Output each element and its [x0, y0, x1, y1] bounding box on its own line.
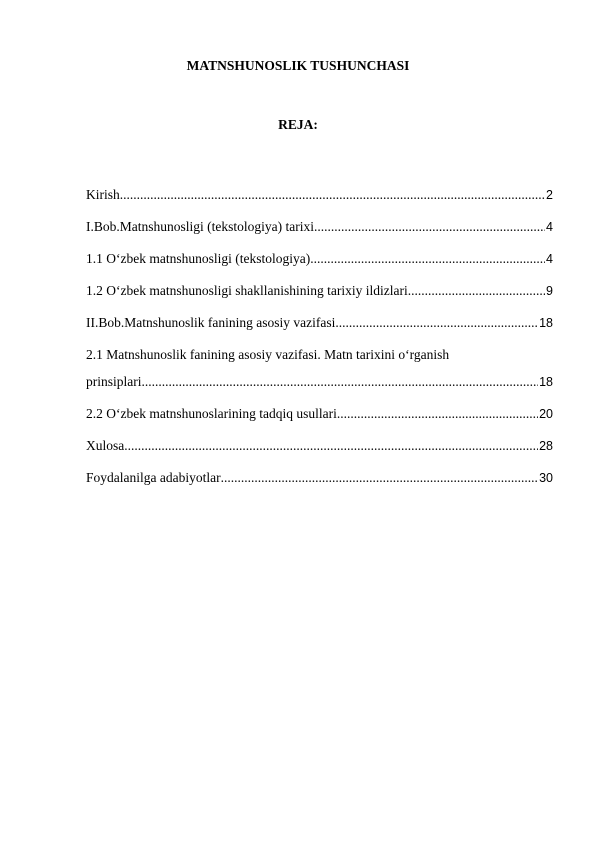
- toc-entry-label-line1: 2.1 Matnshunoslik fanining asosiy vazifasi. Matn tarixini o‘rganish: [86, 347, 450, 362]
- toc-entry-label: 1.2 O‘zbek matnshunosligi shakllanishining tarixiy ildizlari: [86, 283, 408, 298]
- toc-entry-page: 30: [539, 471, 553, 485]
- toc-entry-page: 28: [539, 439, 553, 453]
- toc-entry-page: 2: [546, 188, 553, 202]
- toc-entry-label: I.Bob.Matnshunosligi (tekstologiya) tarixi: [86, 219, 314, 234]
- toc-entry-section-2-1[interactable]: [86, 346, 553, 391]
- toc-leader-dots: [310, 250, 545, 268]
- toc-entry-page: 4: [546, 252, 553, 266]
- toc-entry-label-line2: prinsiplari: [86, 374, 142, 389]
- table-of-contents: [86, 186, 553, 501]
- toc-entry-page: 9: [546, 284, 553, 298]
- document-title: MATNSHUNOSLIK TUSHUNCHASI: [186, 58, 410, 73]
- toc-entry-kirish[interactable]: [86, 186, 553, 204]
- toc-entry-chapter-2[interactable]: [86, 314, 553, 332]
- toc-leader-dots: [408, 282, 545, 300]
- toc-entry-label: Foydalanilga adabiyotlar: [86, 470, 221, 485]
- toc-entry-page: 4: [546, 220, 553, 234]
- toc-entry-page: 20: [539, 407, 553, 421]
- toc-entry-label: Kirish: [86, 187, 120, 202]
- toc-leader-dots: [314, 218, 545, 236]
- toc-entry-section-1-1[interactable]: [86, 250, 553, 268]
- plan-heading: REJA:: [278, 117, 318, 132]
- toc-entry-label: Xulosa: [86, 438, 125, 453]
- toc-entry-page: 18: [539, 316, 553, 330]
- toc-entry-page: 18: [539, 375, 553, 389]
- toc-leader-dots: [335, 314, 538, 332]
- toc-entry-xulosa[interactable]: [86, 437, 553, 455]
- toc-entry-section-1-2[interactable]: [86, 282, 553, 300]
- toc-leader-dots: [337, 405, 538, 423]
- toc-leader-dots: [120, 186, 545, 204]
- toc-leader-dots: [221, 469, 539, 487]
- toc-entry-label: II.Bob.Matnshunoslik fanining asosiy vazifasi: [86, 315, 336, 330]
- toc-entry-label: 2.2 O‘zbek matnshunoslarining tadqiq usullari: [86, 406, 337, 421]
- toc-leader-dots: [142, 373, 539, 391]
- toc-entry-bibliography[interactable]: [86, 469, 553, 487]
- toc-entry-chapter-1[interactable]: [86, 218, 553, 236]
- toc-entry-section-2-2[interactable]: [86, 405, 553, 423]
- toc-entry-label: 1.1 O‘zbek matnshunosligi (tekstologiya): [86, 251, 311, 266]
- toc-leader-dots: [124, 437, 538, 455]
